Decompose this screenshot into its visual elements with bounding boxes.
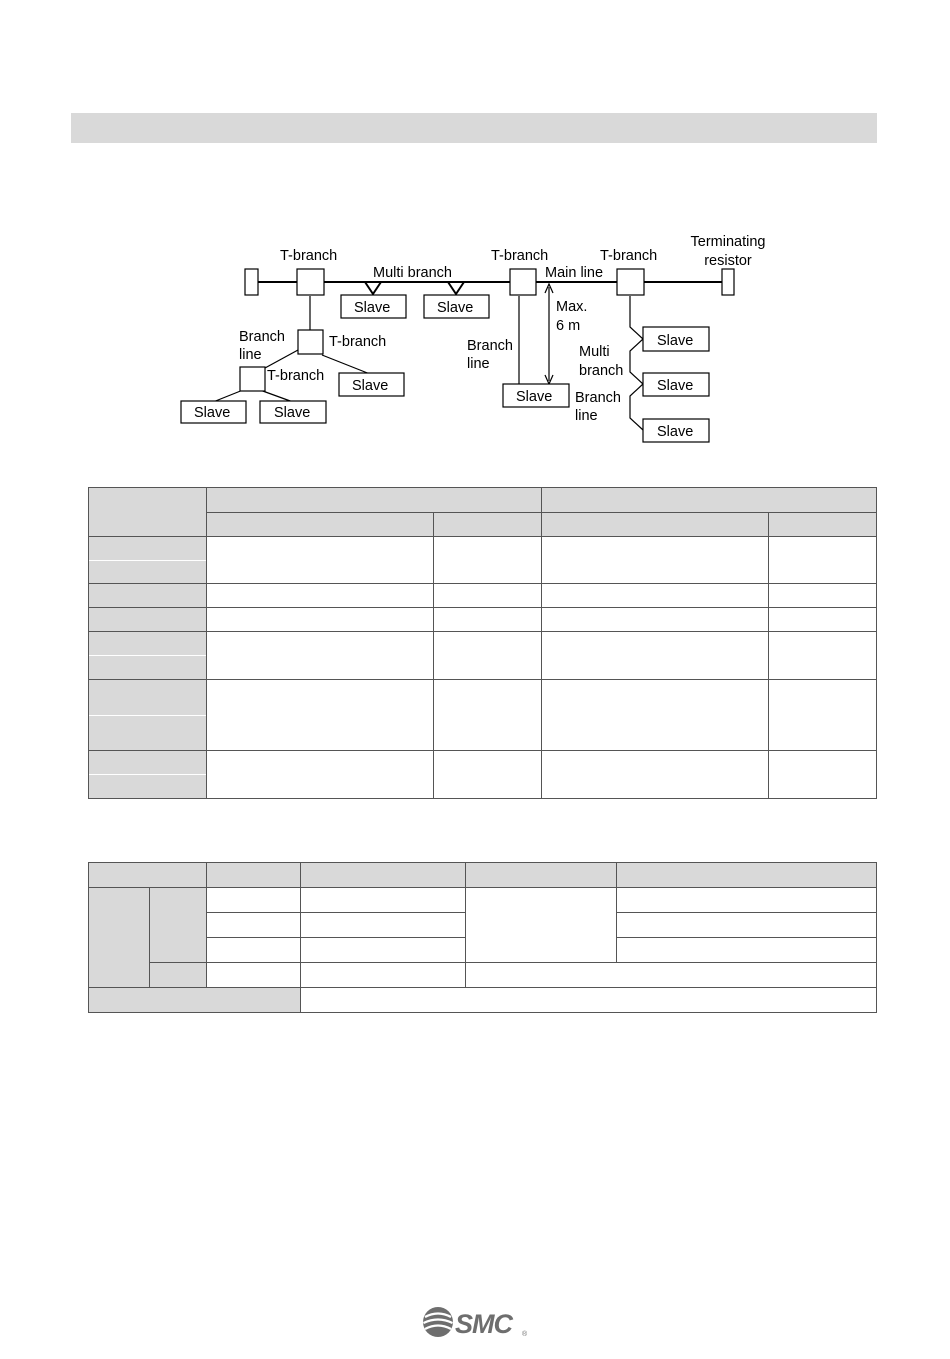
table-header-cell: [207, 863, 301, 888]
table-header-cell: [207, 488, 542, 513]
line-label: line: [575, 408, 598, 424]
t-branch-label: T-branch: [600, 248, 658, 264]
terminating-resistor-box: [722, 269, 734, 295]
multi-branch-label: Multi branch: [373, 265, 452, 281]
table-row-header: [150, 888, 207, 963]
table-cell: [769, 537, 877, 584]
resistor-label: resistor: [704, 253, 752, 269]
table-header-cell: [466, 863, 617, 888]
table-row: [89, 680, 877, 751]
table-cell: [542, 680, 769, 751]
table-row-header: [89, 988, 301, 1013]
t-branch-label: T-branch: [267, 368, 325, 384]
max-label: Max.: [556, 299, 588, 315]
master-node-box: [245, 269, 258, 295]
table-cell: [542, 751, 769, 799]
table-cell: [769, 680, 877, 751]
smc-globe-icon: [423, 1307, 453, 1337]
table-cell: [466, 888, 617, 963]
table-cell: [542, 608, 769, 632]
slave-label: Slave: [657, 378, 694, 394]
table-row: [89, 888, 877, 913]
table-row: [89, 584, 877, 608]
table-row-header: [89, 584, 207, 608]
table-header-cell: [207, 513, 434, 537]
cable-table: [88, 862, 877, 1013]
network-topology-diagram: [0, 0, 950, 460]
table-cell: [617, 913, 877, 938]
line-label: line: [239, 347, 262, 363]
table-cell: [207, 608, 434, 632]
branch-word-label: branch: [579, 363, 624, 379]
table-row-header: [89, 751, 207, 799]
table-cell: [207, 537, 434, 584]
table-row: [89, 608, 877, 632]
table-header-cell: [617, 863, 877, 888]
table-row-header: [89, 632, 207, 680]
t-branch-box: [298, 330, 323, 354]
max-value: 6 m: [556, 318, 581, 334]
table-cell: [434, 584, 542, 608]
table-row-header: [89, 608, 207, 632]
table-cell: [542, 584, 769, 608]
table-header-cell: [542, 488, 877, 513]
t-branch-label: T-branch: [491, 248, 549, 264]
table-cell: [207, 938, 301, 963]
slave-label: Slave: [516, 389, 553, 405]
table-row-header: [150, 963, 207, 988]
table-cell: [769, 584, 877, 608]
table-cell: [434, 680, 542, 751]
terminating-label: Terminating: [690, 234, 766, 250]
specification-table: [88, 487, 877, 799]
table-row: [89, 988, 877, 1013]
smc-logo: [421, 1305, 529, 1339]
table-header-cell: [769, 513, 877, 537]
table-cell: [434, 632, 542, 680]
table-cell: [207, 888, 301, 913]
table-row: [89, 537, 877, 584]
table-row-header: [89, 888, 150, 988]
table-cell: [617, 888, 877, 913]
table-cell: [769, 632, 877, 680]
slave-label: Slave: [437, 300, 474, 316]
table-header-cell: [89, 488, 207, 537]
slave-label: Slave: [657, 333, 694, 349]
table-cell: [207, 632, 434, 680]
branch-label: Branch: [467, 338, 513, 354]
table-row: [89, 632, 877, 680]
table-row: [89, 751, 877, 799]
line-label: line: [467, 356, 490, 372]
table-header-cell: [301, 863, 466, 888]
multi-label: Multi: [579, 344, 610, 360]
table-header-cell: [434, 513, 542, 537]
registered-mark: ®: [522, 1331, 528, 1338]
table-cell: [434, 751, 542, 799]
table-row-header: [89, 680, 207, 751]
table-cell: [207, 913, 301, 938]
smc-logo-text: SMC: [455, 1309, 512, 1339]
t-branch-box: [617, 269, 644, 295]
table-cell: [301, 888, 466, 913]
branch-label: Branch: [575, 390, 621, 406]
table-row-header: [89, 537, 207, 584]
slave-label: Slave: [354, 300, 391, 316]
table-cell: [769, 751, 877, 799]
table-cell: [542, 537, 769, 584]
table-cell: [434, 608, 542, 632]
table-cell: [207, 584, 434, 608]
table-cell: [301, 963, 466, 988]
table-cell: [301, 913, 466, 938]
t-branch-box: [297, 269, 324, 295]
slave-label: Slave: [274, 405, 311, 421]
main-line-label: Main line: [545, 265, 604, 281]
table-cell: [207, 963, 301, 988]
t-branch-box: [240, 367, 265, 391]
branch-label: Branch: [239, 329, 285, 345]
table-cell: [434, 537, 542, 584]
t-branch-label: T-branch: [329, 334, 387, 350]
table-header-cell: [89, 863, 207, 888]
table-cell: [466, 963, 877, 988]
t-branch-box: [510, 269, 536, 295]
table-header-cell: [542, 513, 769, 537]
table-row: [89, 963, 877, 988]
table-cell: [301, 988, 877, 1013]
slave-label: Slave: [352, 378, 389, 394]
t-branch-label: T-branch: [280, 248, 338, 264]
table-cell: [542, 632, 769, 680]
table-cell: [207, 751, 434, 799]
slave-label: Slave: [194, 405, 231, 421]
table-cell: [207, 680, 434, 751]
table-cell: [617, 938, 877, 963]
table-cell: [769, 608, 877, 632]
slave-label: Slave: [657, 424, 694, 440]
table-cell: [301, 938, 466, 963]
